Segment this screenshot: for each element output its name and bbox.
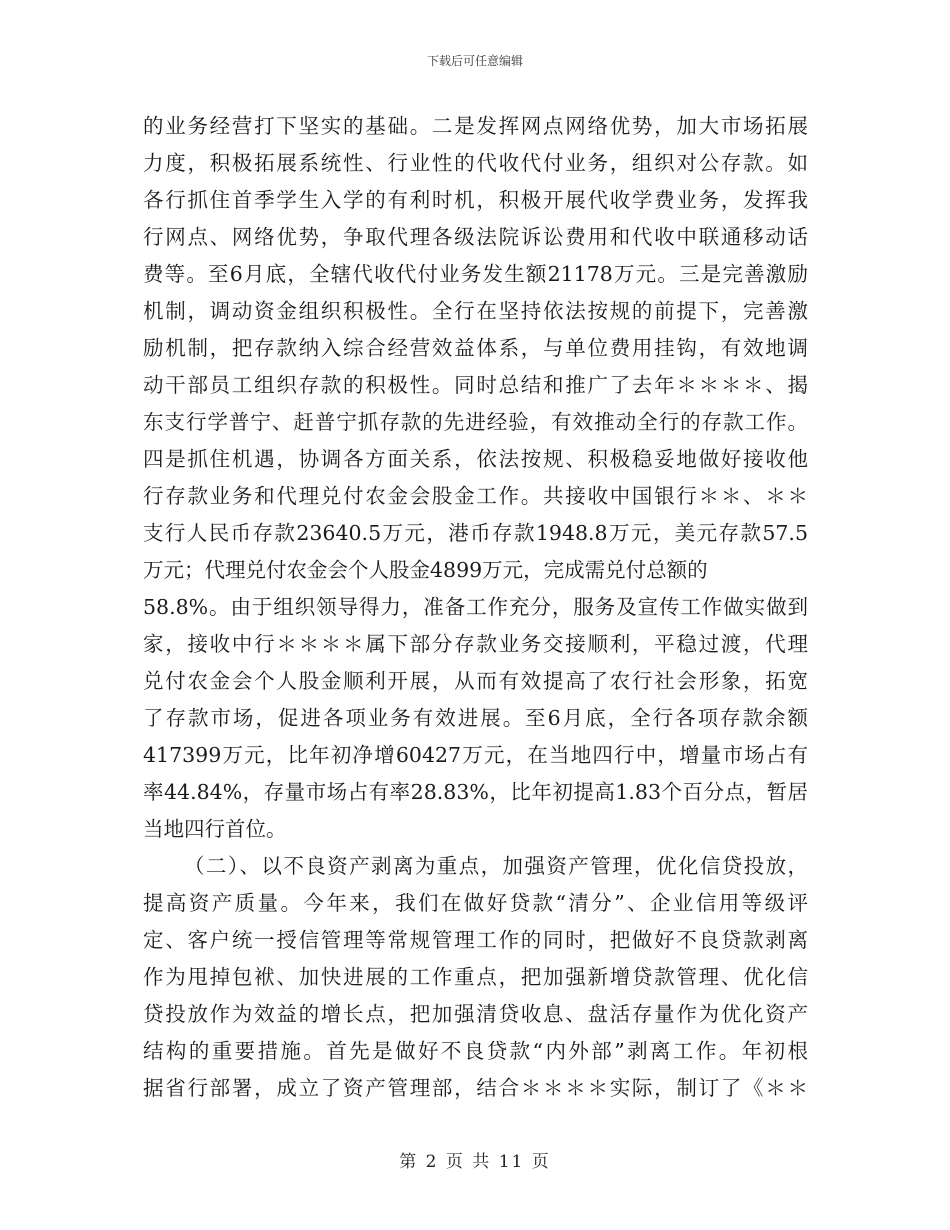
text-line: 万元；代理兑付农金会个人股金4899万元，完成需兑付总额的: [143, 558, 708, 582]
text-line: 力度，积极拓展系统性、行业性的代收代付业务，组织对公存款。如: [143, 151, 808, 175]
text-line: （二）、以不良资产剥离为重点，加强资产管理，优化信贷投放，: [184, 854, 808, 878]
text-line: 行存款业务和代理兑付农金会股金工作。共接收中国银行＊＊、＊＊: [143, 484, 808, 508]
text-line: 兑付农金会个人股金顺利开展，从而有效提高了农行社会形象，拓宽: [143, 669, 808, 693]
text-line: 当地四行首位。: [143, 817, 287, 841]
header-note: 下载后可任意编辑: [426, 54, 523, 68]
text-line: 费等。至6月底，全辖代收代付业务发生额21178万元。三是完善激励: [143, 262, 808, 286]
text-line: 支行人民币存款23640.5万元，港币存款1948.8万元，美元存款57.5: [143, 521, 808, 545]
page-number: 第 2 页 共 11 页: [399, 1152, 551, 1172]
text-line: 结构的重要措施。首先是做好不良贷款“内外部”剥离工作。年初根: [143, 1039, 808, 1063]
text-line: 四是抓住机遇，协调各方面关系，依法按规、积极稳妥地做好接收他: [143, 447, 808, 471]
text-line: 贷投放作为效益的增长点，把加强清贷收息、盘活存量作为优化资产: [143, 1002, 808, 1026]
text-line: 家，接收中行＊＊＊＊属下部分存款业务交接顺利，平稳过渡，代理: [143, 632, 808, 656]
text-line: 励机制，把存款纳入综合经营效益体系，与单位费用挂钩，有效地调: [143, 336, 808, 360]
text-line: 率44.84%，存量市场占有率28.83%，比年初提高1.83个百分点，暂居: [143, 780, 808, 804]
text-line: 机制，调动资金组织积极性。全行在坚持依法按规的前提下，完善激: [143, 299, 808, 323]
text-line: 的业务经营打下坚实的基础。二是发挥网点网络优势，加大市场拓展: [143, 114, 808, 138]
text-line: 定、客户统一授信管理等常规管理工作的同时，把做好不良贷款剥离: [143, 928, 808, 952]
text-line: 东支行学普宁、赶普宁抓存款的先进经验，有效推动全行的存款工作。: [143, 410, 808, 434]
text-line: 58.8%。由于组织领导得力，准备工作充分，服务及宣传工作做实做到: [143, 595, 808, 619]
text-line: 了存款市场，促进各项业务有效进展。至6月底，全行各项存款余额: [143, 706, 808, 730]
text-line: 提高资产质量。今年来，我们在做好贷款“清分”、企业信用等级评: [143, 891, 808, 915]
text-line: 417399万元，比年初净增60427万元，在当地四行中，增量市场占有: [143, 743, 808, 767]
text-line: 据省行部署，成立了资产管理部，结合＊＊＊＊实际，制订了《＊＊: [143, 1076, 808, 1100]
body-text: [143, 108, 808, 1107]
text-line: 动干部员工组织存款的积极性。同时总结和推广了去年＊＊＊＊、揭: [143, 373, 808, 397]
text-line: 各行抓住首季学生入学的有利时机，积极开展代收学费业务，发挥我: [143, 188, 808, 212]
text-line: 行网点、网络优势，争取代理各级法院诉讼费用和代收中联通移动话: [143, 225, 808, 249]
text-line: 作为甩掉包袱、加快进展的工作重点，把加强新增贷款管理、优化信: [143, 965, 808, 989]
